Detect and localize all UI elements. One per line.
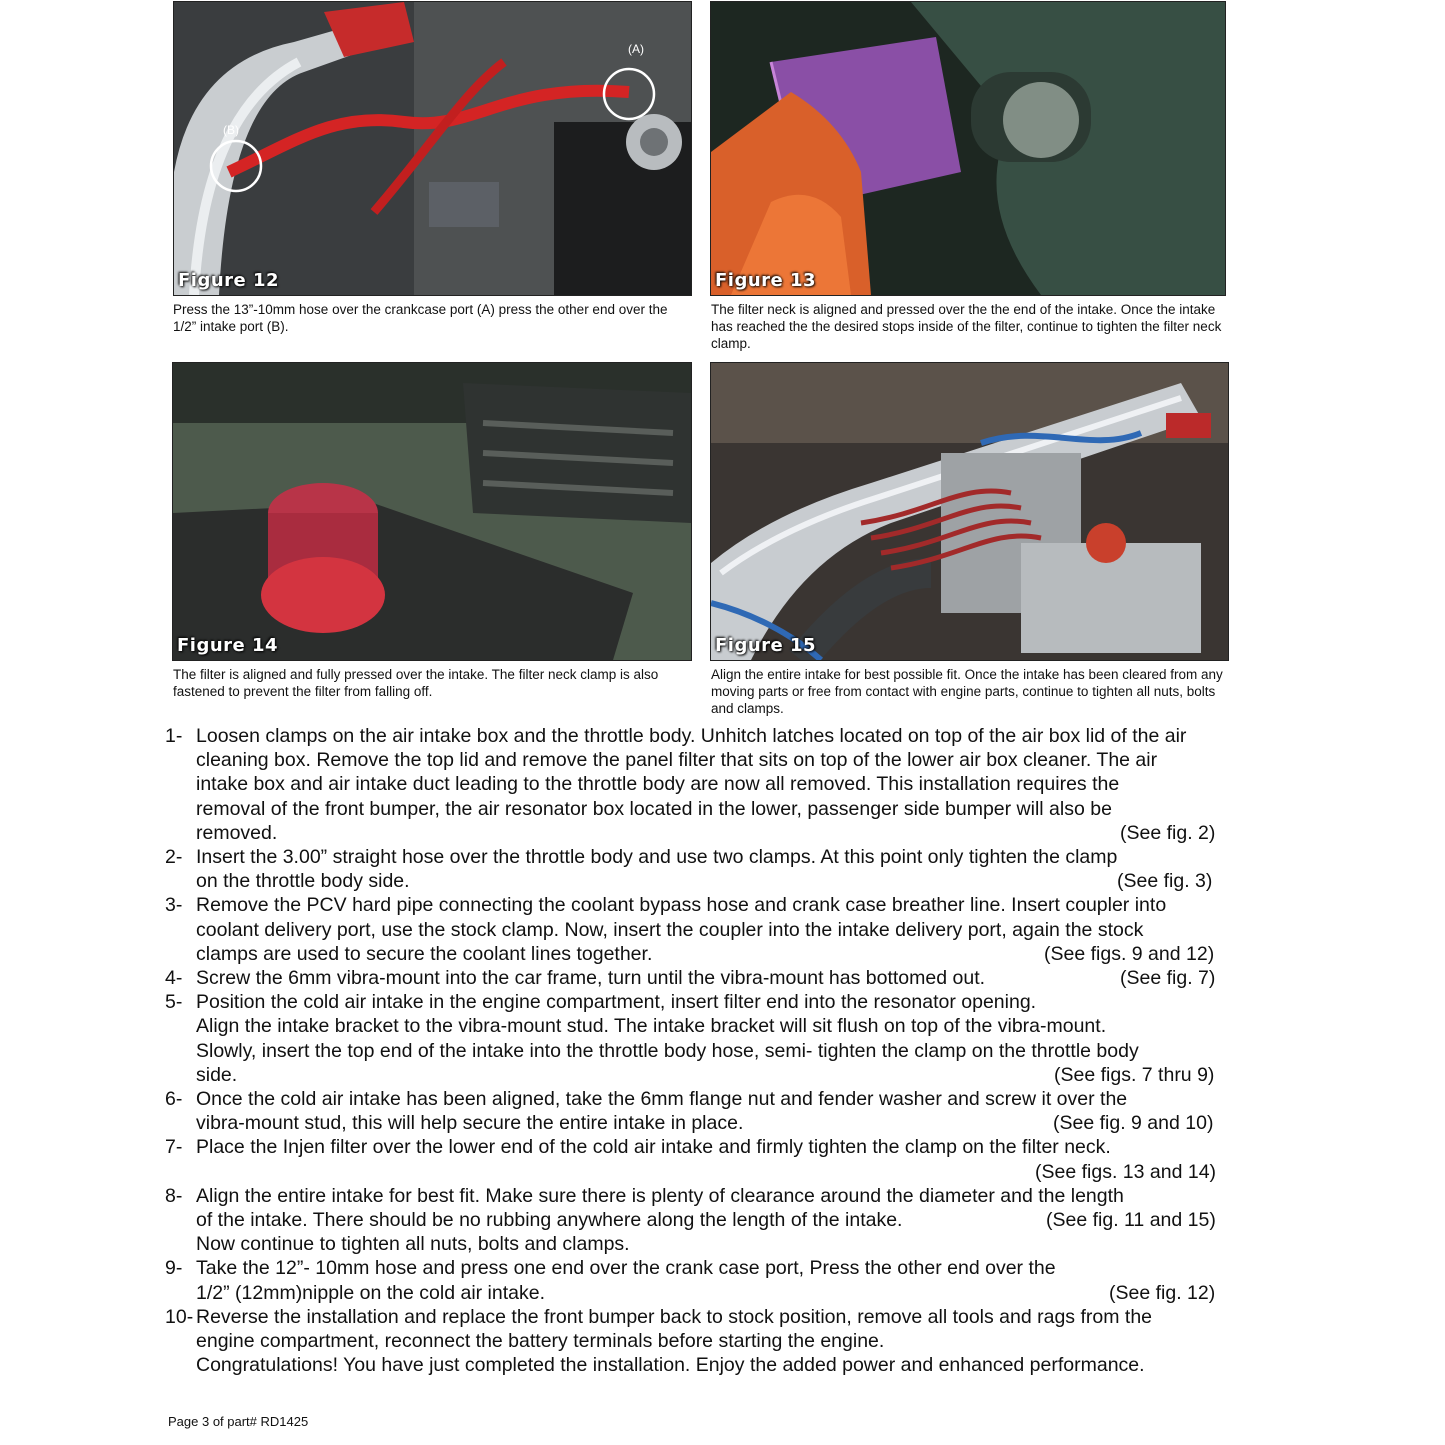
step-line: Place the Injen filter over the lower end of the cold air intake and firmly tighten the clamp on the filter neck. (196, 1136, 1111, 1159)
step-2 (165, 845, 1245, 893)
step-line: coolant delivery port, use the stock clamp. Now, insert the coupler into the intake delivery port, again the stock (196, 918, 1144, 941)
figure-reference: (See fig. 7) (1120, 967, 1216, 990)
step-number: 8- (165, 1184, 183, 1207)
figure-13-photo (710, 1, 1226, 296)
figure-reference: (See fig. 11 and 15) (1046, 1209, 1216, 1232)
step-text: Screw the 6mm vibra-mount into the car frame, turn until the vibra-mount has bottomed out. (196, 967, 986, 990)
step-line: Loosen clamps on the air intake box and the throttle body. Unhitch latches located on top of the air box lid of the air (196, 725, 1187, 747)
figure-reference: (See figs. 13 and 14) (1035, 1160, 1217, 1183)
step-number: 3- (165, 894, 183, 917)
step-line (196, 942, 1245, 966)
step-line (196, 1063, 1245, 1087)
step-line: Align the entire intake for best fit. Make sure there is plenty of clearance around the diameter and the length (196, 1184, 1124, 1207)
step-7 (165, 1135, 1245, 1183)
step-9 (165, 1256, 1245, 1304)
step-line (196, 966, 1245, 990)
step-1 (165, 724, 1245, 845)
step-line: removal of the front bumper, the air resonator box located in the lower, passenger side bumper will also be (196, 797, 1112, 820)
figure-12-label: Figure 12 (178, 270, 280, 291)
step-line: Insert the 3.00” straight hose over the throttle body and use two clamps. At this point only tighten the clamp (196, 846, 1118, 869)
figure-13-label: Figure 13 (715, 270, 817, 291)
step-8 (165, 1184, 1245, 1257)
step-text: side. (196, 1063, 238, 1086)
figure-14-caption: The filter is aligned and fully pressed over the intake. The filter neck clamp is also fastened to prevent the filter from falling off. (173, 667, 659, 699)
step-number: 7- (165, 1136, 183, 1159)
step-text: of the intake. There should be no rubbing anywhere along the length of the intake. (196, 1209, 903, 1232)
step-line (196, 1281, 1245, 1305)
page-footer: Page 3 of part# RD1425 (168, 1414, 309, 1429)
step-number: 1- (165, 725, 183, 747)
step-line: Take the 12”- 10mm hose and press one end over the crank case port, Press the other end over the (196, 1257, 1056, 1280)
step-number: 10- (165, 1305, 194, 1328)
figure-14-label: Figure 14 (177, 635, 279, 656)
step-line: engine compartment, reconnect the battery terminals before starting the engine. (196, 1330, 885, 1353)
figure-13-caption: The filter neck is aligned and pressed over the the end of the intake. Once the intake has reached the the desired stops inside of the filter, continue to tighten the filter neck clamp. (711, 302, 1222, 351)
step-line: Slowly, insert the top end of the intake into the throttle body hose, semi- tighten the clamp on the throttle body (196, 1039, 1139, 1062)
step-line: Once the cold air intake has been aligned, take the 6mm flange nut and fender washer and screw it over the (196, 1088, 1128, 1111)
step-line (196, 1111, 1245, 1135)
step-number: 9- (165, 1257, 183, 1280)
step-number: 5- (165, 991, 183, 1014)
step-line: cleaning box. Remove the top lid and remove the panel filter that sits on top of the lower air box cleaner. The air (196, 749, 1158, 772)
step-text: on the throttle body side. (196, 870, 410, 893)
figure-14-photo (172, 362, 692, 661)
figure-reference: (See fig. 2) (1120, 821, 1216, 844)
marker-b-label: (B) (223, 123, 239, 137)
step-line: Position the cold air intake in the engine compartment, insert filter end into the resonator opening. (196, 991, 1037, 1014)
step-line: intake box and air intake duct leading to the throttle body are now all removed. This installation requires the (196, 773, 1120, 796)
figure-12-caption: Press the 13”-10mm hose over the crankcase port (A) press the other end over the 1/2” intake port (B). (173, 302, 668, 334)
step-5 (165, 990, 1245, 1087)
step-number: 6- (165, 1088, 183, 1111)
step-6 (165, 1087, 1245, 1135)
step-line (196, 869, 1245, 893)
figure-12-photo (173, 1, 692, 296)
step-text: 1/2” (12mm)nipple on the cold air intake. (196, 1281, 546, 1304)
figure-15-label: Figure 15 (715, 635, 817, 656)
step-3 (165, 893, 1245, 966)
figure-reference: (See fig. 3) (1117, 870, 1213, 893)
marker-a-label: (A) (628, 42, 644, 56)
step-4 (165, 966, 1245, 990)
figure-reference: (See fig. 12) (1109, 1281, 1216, 1304)
figure-reference: (See figs. 9 and 12) (1044, 942, 1215, 965)
step-line: Now continue to tighten all nuts, bolts and clamps. (196, 1233, 630, 1256)
step-line: Remove the PCV hard pipe connecting the coolant bypass hose and crank case breather line. Insert coupler into (196, 894, 1167, 917)
step-text: vibra-mount stud, this will help secure the entire intake in place. (196, 1112, 744, 1135)
step-line: Reverse the installation and replace the front bumper back to stock position, remove all tools and rags from the (196, 1305, 1153, 1328)
figure-reference: (See figs. 7 thru 9) (1054, 1063, 1215, 1086)
step-text: removed. (196, 821, 278, 844)
figure-reference: (See fig. 9 and 10) (1053, 1112, 1214, 1135)
step-line (196, 1160, 1245, 1184)
step-number: 4- (165, 967, 183, 990)
step-line: Align the intake bracket to the vibra-mount stud. The intake bracket will sit flush on top of the vibra-mount. (196, 1015, 1107, 1038)
step-line (196, 821, 1245, 845)
figure-15-photo (710, 362, 1229, 661)
step-10 (165, 1305, 1245, 1378)
step-line (196, 1208, 1245, 1232)
step-line: Congratulations! You have just completed the installation. Enjoy the added power and enhanced performance. (196, 1354, 1145, 1377)
step-number: 2- (165, 846, 183, 869)
figure-15-caption: Align the entire intake for best possible fit. Once the intake has been cleared from any moving parts or free from contact with engine parts, continue to tighten all nuts, bolts and clamps. (711, 667, 1223, 716)
installation-steps (165, 724, 1245, 1377)
step-text: clamps are used to secure the coolant lines together. (196, 942, 653, 965)
